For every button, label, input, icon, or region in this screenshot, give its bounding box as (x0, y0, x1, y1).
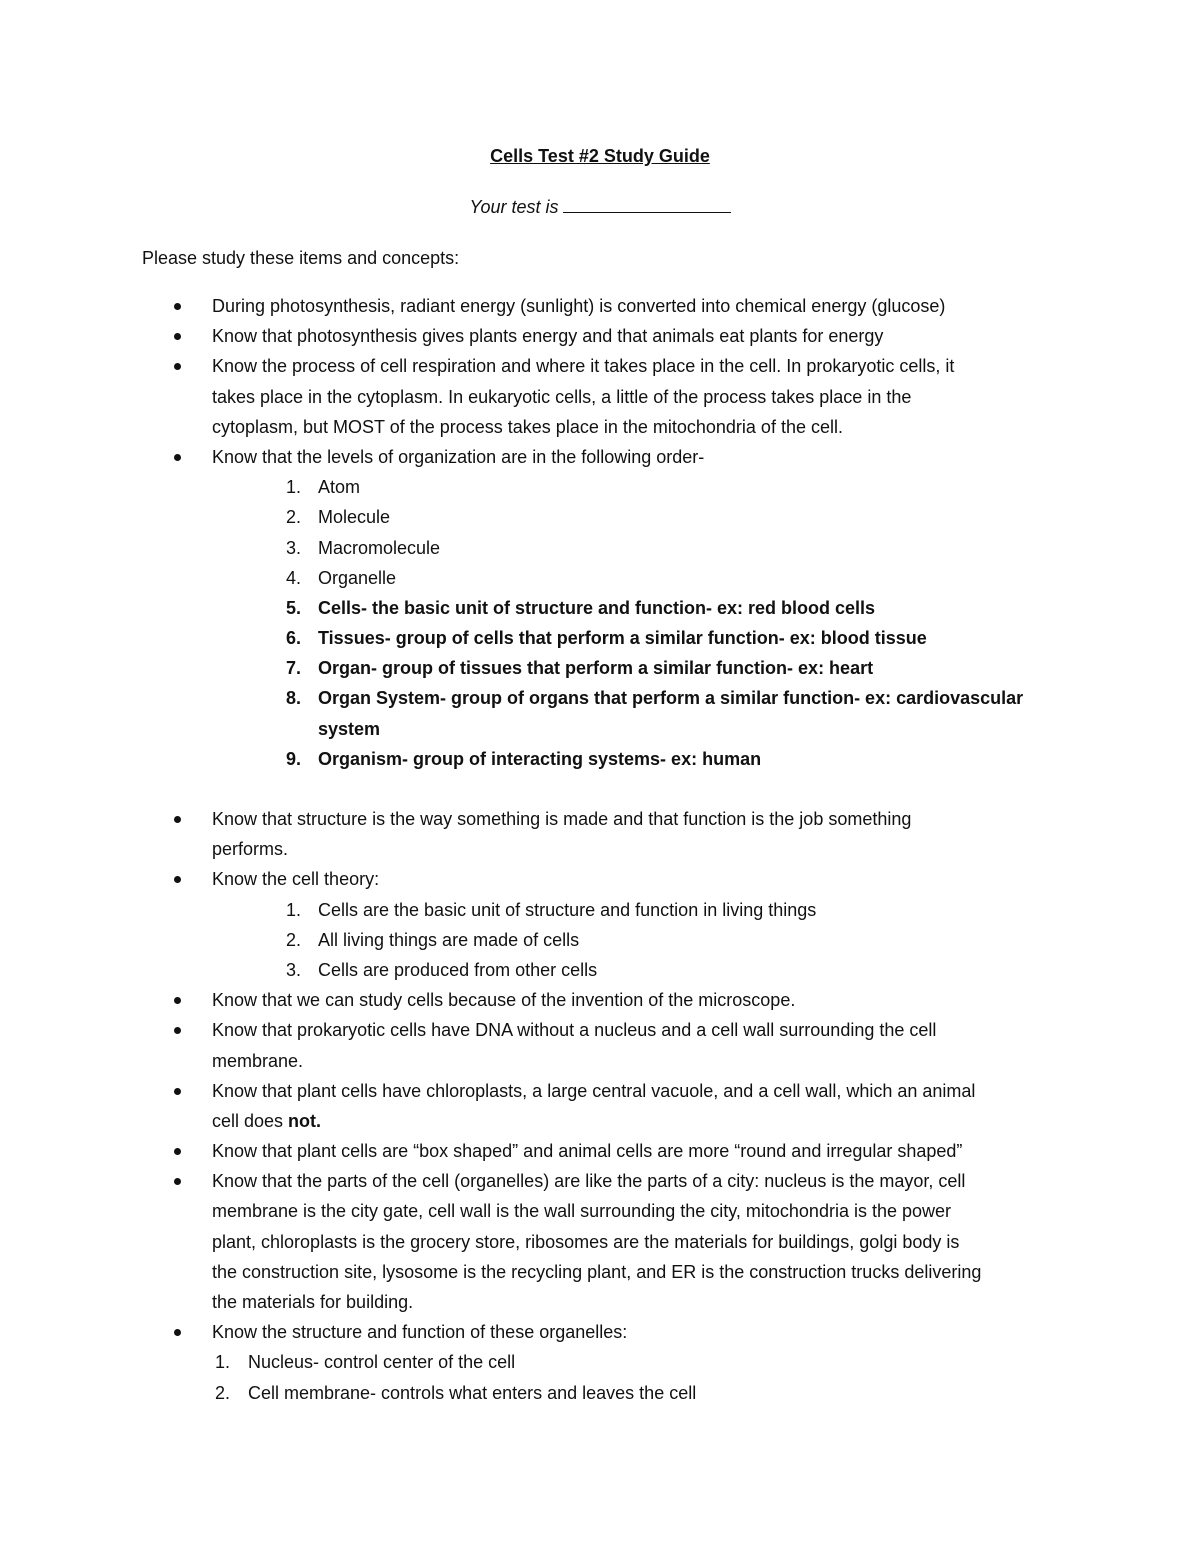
list-text: Organism- group of interacting systems- ex: human (318, 748, 762, 769)
bullet-item-continuation (0, 1290, 1200, 1320)
bullet-text: Know the structure and function of these organelles: (212, 1322, 628, 1343)
page-title: Cells Test #2 Study Guide (490, 146, 710, 166)
subtitle-text: Your test is (469, 197, 559, 217)
list-number: 2. (285, 507, 301, 528)
list-number: 4. (285, 567, 301, 588)
bullet-text: membrane is the city gate, cell wall is the wall surrounding the city, mitochondria is the power (212, 1201, 952, 1222)
bullet-item-continuation (0, 837, 1200, 867)
bullet-item-continuation (0, 1199, 1200, 1229)
bullet-item (0, 445, 1200, 475)
organization-level (0, 475, 1200, 505)
bullet-text: performs. (212, 839, 289, 860)
bullet-item-continuation (0, 415, 1200, 445)
bullet-item (0, 807, 1200, 837)
list-text: Organelle (318, 567, 397, 588)
cell-theory-item (0, 898, 1200, 928)
bullet-icon (174, 303, 181, 310)
organization-level (0, 505, 1200, 535)
bullet-item (0, 1079, 1200, 1109)
bullet-icon (174, 363, 181, 370)
bullet-item (0, 1320, 1200, 1350)
list-text: All living things are made of cells (318, 929, 580, 950)
bullet-icon (174, 1329, 181, 1336)
spacer (0, 777, 1200, 807)
bullet-text: Know that prokaryotic cells have DNA without a nucleus and a cell wall surrounding the cell (212, 1020, 937, 1041)
bullet-text: membrane. (212, 1050, 304, 1071)
list-text: Cells- the basic unit of structure and function- ex: red blood cells (318, 597, 876, 618)
list-number: 8. (285, 688, 301, 709)
bullet-item-continuation (0, 1230, 1200, 1260)
bullet-text: plant, chloroplasts is the grocery store, ribosomes are the materials for buildings, golgi body is (212, 1231, 960, 1252)
bullet-text: the materials for building. (212, 1292, 414, 1312)
list-text: Cells are produced from other cells (318, 959, 598, 980)
bullet-item (0, 354, 1200, 384)
organization-level (0, 566, 1200, 596)
cell-theory-item (0, 958, 1200, 988)
bullet-text: cytoplasm, but MOST of the process takes place in the mitochondria of the cell. (212, 416, 843, 437)
list-text: Macromolecule (318, 537, 441, 558)
list-number: 2. (214, 1382, 230, 1403)
bullet-item (0, 867, 1200, 897)
bullet-icon (174, 816, 181, 823)
bullet-text: During photosynthesis, radiant energy (sunlight) is converted into chemical energy (glucose) (212, 296, 946, 316)
bullet-icon (174, 1027, 181, 1034)
list-number: 1. (285, 899, 301, 920)
organization-level (0, 536, 1200, 566)
bullet-icon (174, 1178, 181, 1185)
bullet-icon (174, 454, 181, 461)
bullet-item (0, 324, 1200, 354)
bullet-icon (174, 997, 181, 1004)
bullet-text: Know the cell theory: (212, 869, 380, 890)
list-number: 3. (285, 959, 301, 980)
list-text: Organ- group of tissues that perform a similar function- ex: heart (318, 658, 874, 679)
organization-level (0, 596, 1200, 626)
organelle-item (0, 1350, 1200, 1380)
bullet-text: the construction site, lysosome is the recycling plant, and ER is the construction trucks delivering (212, 1261, 982, 1282)
list-text: Molecule (318, 507, 391, 528)
list-text: Organ System- group of organs that perform a similar function- ex: cardiovascular (318, 688, 1024, 709)
list-text: Cell membrane- controls what enters and leaves the cell (248, 1382, 697, 1403)
bullet-item (0, 1018, 1200, 1048)
bullet-icon (174, 1148, 181, 1155)
bullet-icon (174, 876, 181, 883)
study-items (0, 294, 1200, 1411)
test-date-line (0, 194, 1200, 219)
organization-level-continuation (0, 717, 1200, 747)
list-number: 1. (214, 1352, 230, 1373)
fill-in-blank (563, 194, 731, 213)
list-number: 3. (285, 537, 301, 558)
list-number: 9. (285, 748, 301, 769)
bullet-text: Know the process of cell respiration and where it takes place in the cell. In prokaryotic cells, it (212, 356, 955, 377)
list-number: 5. (285, 597, 301, 618)
list-number: 2. (285, 929, 301, 950)
bullet-text: Know that the parts of the cell (organelles) are like the parts of a city: nucleus is the mayor, cell (212, 1171, 966, 1192)
organization-level (0, 626, 1200, 656)
bullet-item (0, 1169, 1200, 1199)
list-number: 6. (285, 628, 301, 649)
bullet-text: Know that we can study cells because of the invention of the microscope. (212, 990, 796, 1011)
bullet-item-continuation (0, 1109, 1200, 1139)
cell-theory-item (0, 928, 1200, 958)
bullet-text: Know that photosynthesis gives plants energy and that animals eat plants for energy (212, 326, 884, 347)
bold-text: not. (288, 1110, 322, 1131)
bullet-text: Know that plant cells have chloroplasts, a large central vacuole, and a cell wall, which an animal (212, 1080, 976, 1101)
organization-level (0, 747, 1200, 777)
bullet-item (0, 294, 1200, 324)
bullet-text: Know that structure is the way something is made and that function is the job something (212, 809, 912, 829)
organelle-item (0, 1381, 1200, 1411)
list-text: Nucleus- control center of the cell (248, 1352, 516, 1373)
bullet-text: Know that the levels of organization are in the following order- (212, 446, 705, 467)
list-number: 7. (285, 658, 301, 679)
bullet-icon (174, 333, 181, 340)
bullet-item (0, 988, 1200, 1018)
bullet-icon (174, 1088, 181, 1095)
list-number: 1. (285, 477, 301, 498)
bullet-item-continuation (0, 385, 1200, 415)
bullet-text: takes place in the cytoplasm. In eukaryotic cells, a little of the process takes place in the (212, 386, 912, 407)
bullet-text: Know that plant cells are “box shaped” and animal cells are more “round and irregular shaped” (212, 1141, 963, 1162)
bullet-item-continuation (0, 1260, 1200, 1290)
organization-level (0, 656, 1200, 686)
list-text: Tissues- group of cells that perform a similar function- ex: blood tissue (318, 628, 927, 649)
list-text: Cells are the basic unit of structure and function in living things (318, 899, 817, 920)
bullet-text: cell does not. (212, 1110, 322, 1131)
intro-text: Please study these items and concepts: (142, 248, 460, 268)
list-text: Atom (318, 477, 361, 498)
list-text: system (318, 718, 381, 739)
bullet-item (0, 1139, 1200, 1169)
bullet-item-continuation (0, 1049, 1200, 1079)
organization-level (0, 686, 1200, 716)
